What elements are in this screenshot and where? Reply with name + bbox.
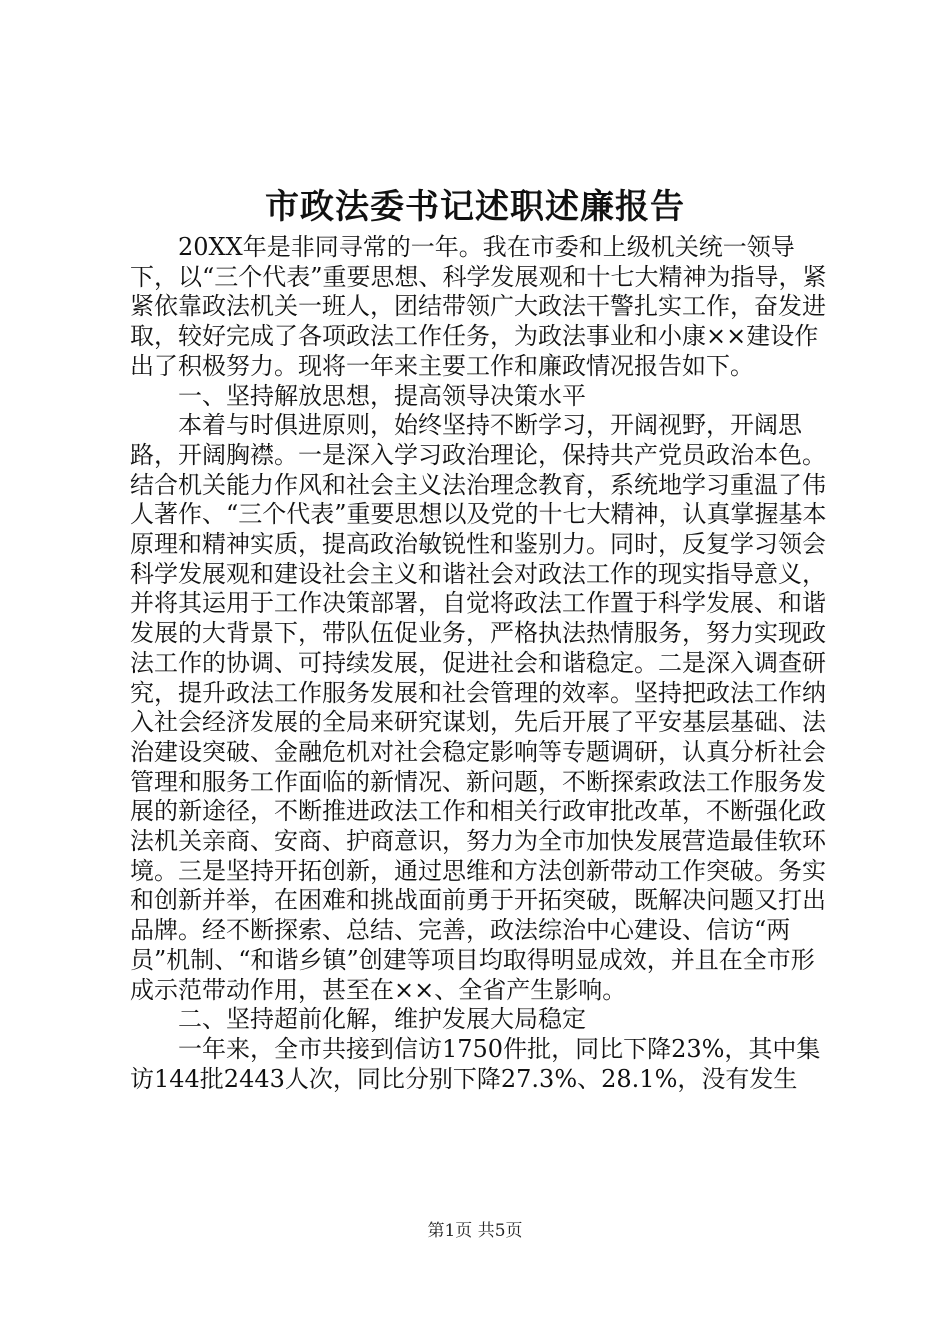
document-body — [130, 233, 835, 1094]
paragraph-intro: 20XX年是非同寻常的一年。我在市委和上级机关统一领导下，以“三个代表”重要思想、科学发展观和十七大精神为指导，紧紧依靠政法机关一班人，团结带领广大政法干警扎实工作，奋发进取，较好完成了各项政法工作任务，为政法事业和小康××建设作出了积极努力。现将一年来主要工作和廉政情况报告如下。 — [130, 233, 827, 380]
section-heading-1: 一、坚持解放思想，提高领导决策水平 — [178, 381, 586, 410]
document-title: 市政法委书记述职述廉报告 — [265, 187, 685, 227]
page-number-footer: 第1页 共5页 — [427, 1221, 523, 1241]
section-heading-2: 二、坚持超前化解，维护发展大局稳定 — [178, 1005, 586, 1034]
paragraph-section-1: 本着与时俱进原则，始终坚持不断学习，开阔视野，开阔思路，开阔胸襟。一是深入学习政治理论，保持共产党员政治本色。结合机关能力作风和社会主义法治理念教育，系统地学习重温了伟人著作、“三个代表”重要思想以及党的十七大精神，认真掌握基本原理和精神实质，提高政治敏锐性和鉴别力。同时，反复学习领会科学发展观和建设社会主义和谐社会对政法工作的现实指导意义，并将其运用于工作决策部署，自觉将政法工作置于科学发展、和谐发展的大背景下，带队伍促业务，严格执法热情服务，努力实现政法工作的协调、可持续发展，促进社会和谐稳定。二是深入调查研究，提升政法工作服务发展和社会管理的效率。坚持把政法工作纳入社会经济发展的全局来研究谋划，先后开展了平安基层基础、法治建设突破、金融危机对社会稳定影响等专题调研，认真分析社会管理和服务工作面临的新情况、新问题，不断探索政法工作服务发展的新途径，不断推进政法工作和相关行政审批改革，不断强化政法机关亲商、安商、护商意识，努力为全市加快发展营造最佳软环境。三是坚持开拓创新，通过思维和方法创新带动工作突破。务实和创新并举，在困难和挑战面前勇于开拓突破，既解决问题又打出品牌。经不断探索、总结、完善，政法综治中心建设、信访“两员”机制、“和谐乡镇”创建等项目均取得明显成效，并且在全市形成示范带动作用，甚至在××、全省产生影响。 — [130, 411, 827, 1004]
paragraph-section-2: 一年来，全市共接到信访1750件批，同比下降23%，其中集访144批2443人次，同比分别下降27.3%、28.1%，没有发生 — [130, 1034, 821, 1093]
